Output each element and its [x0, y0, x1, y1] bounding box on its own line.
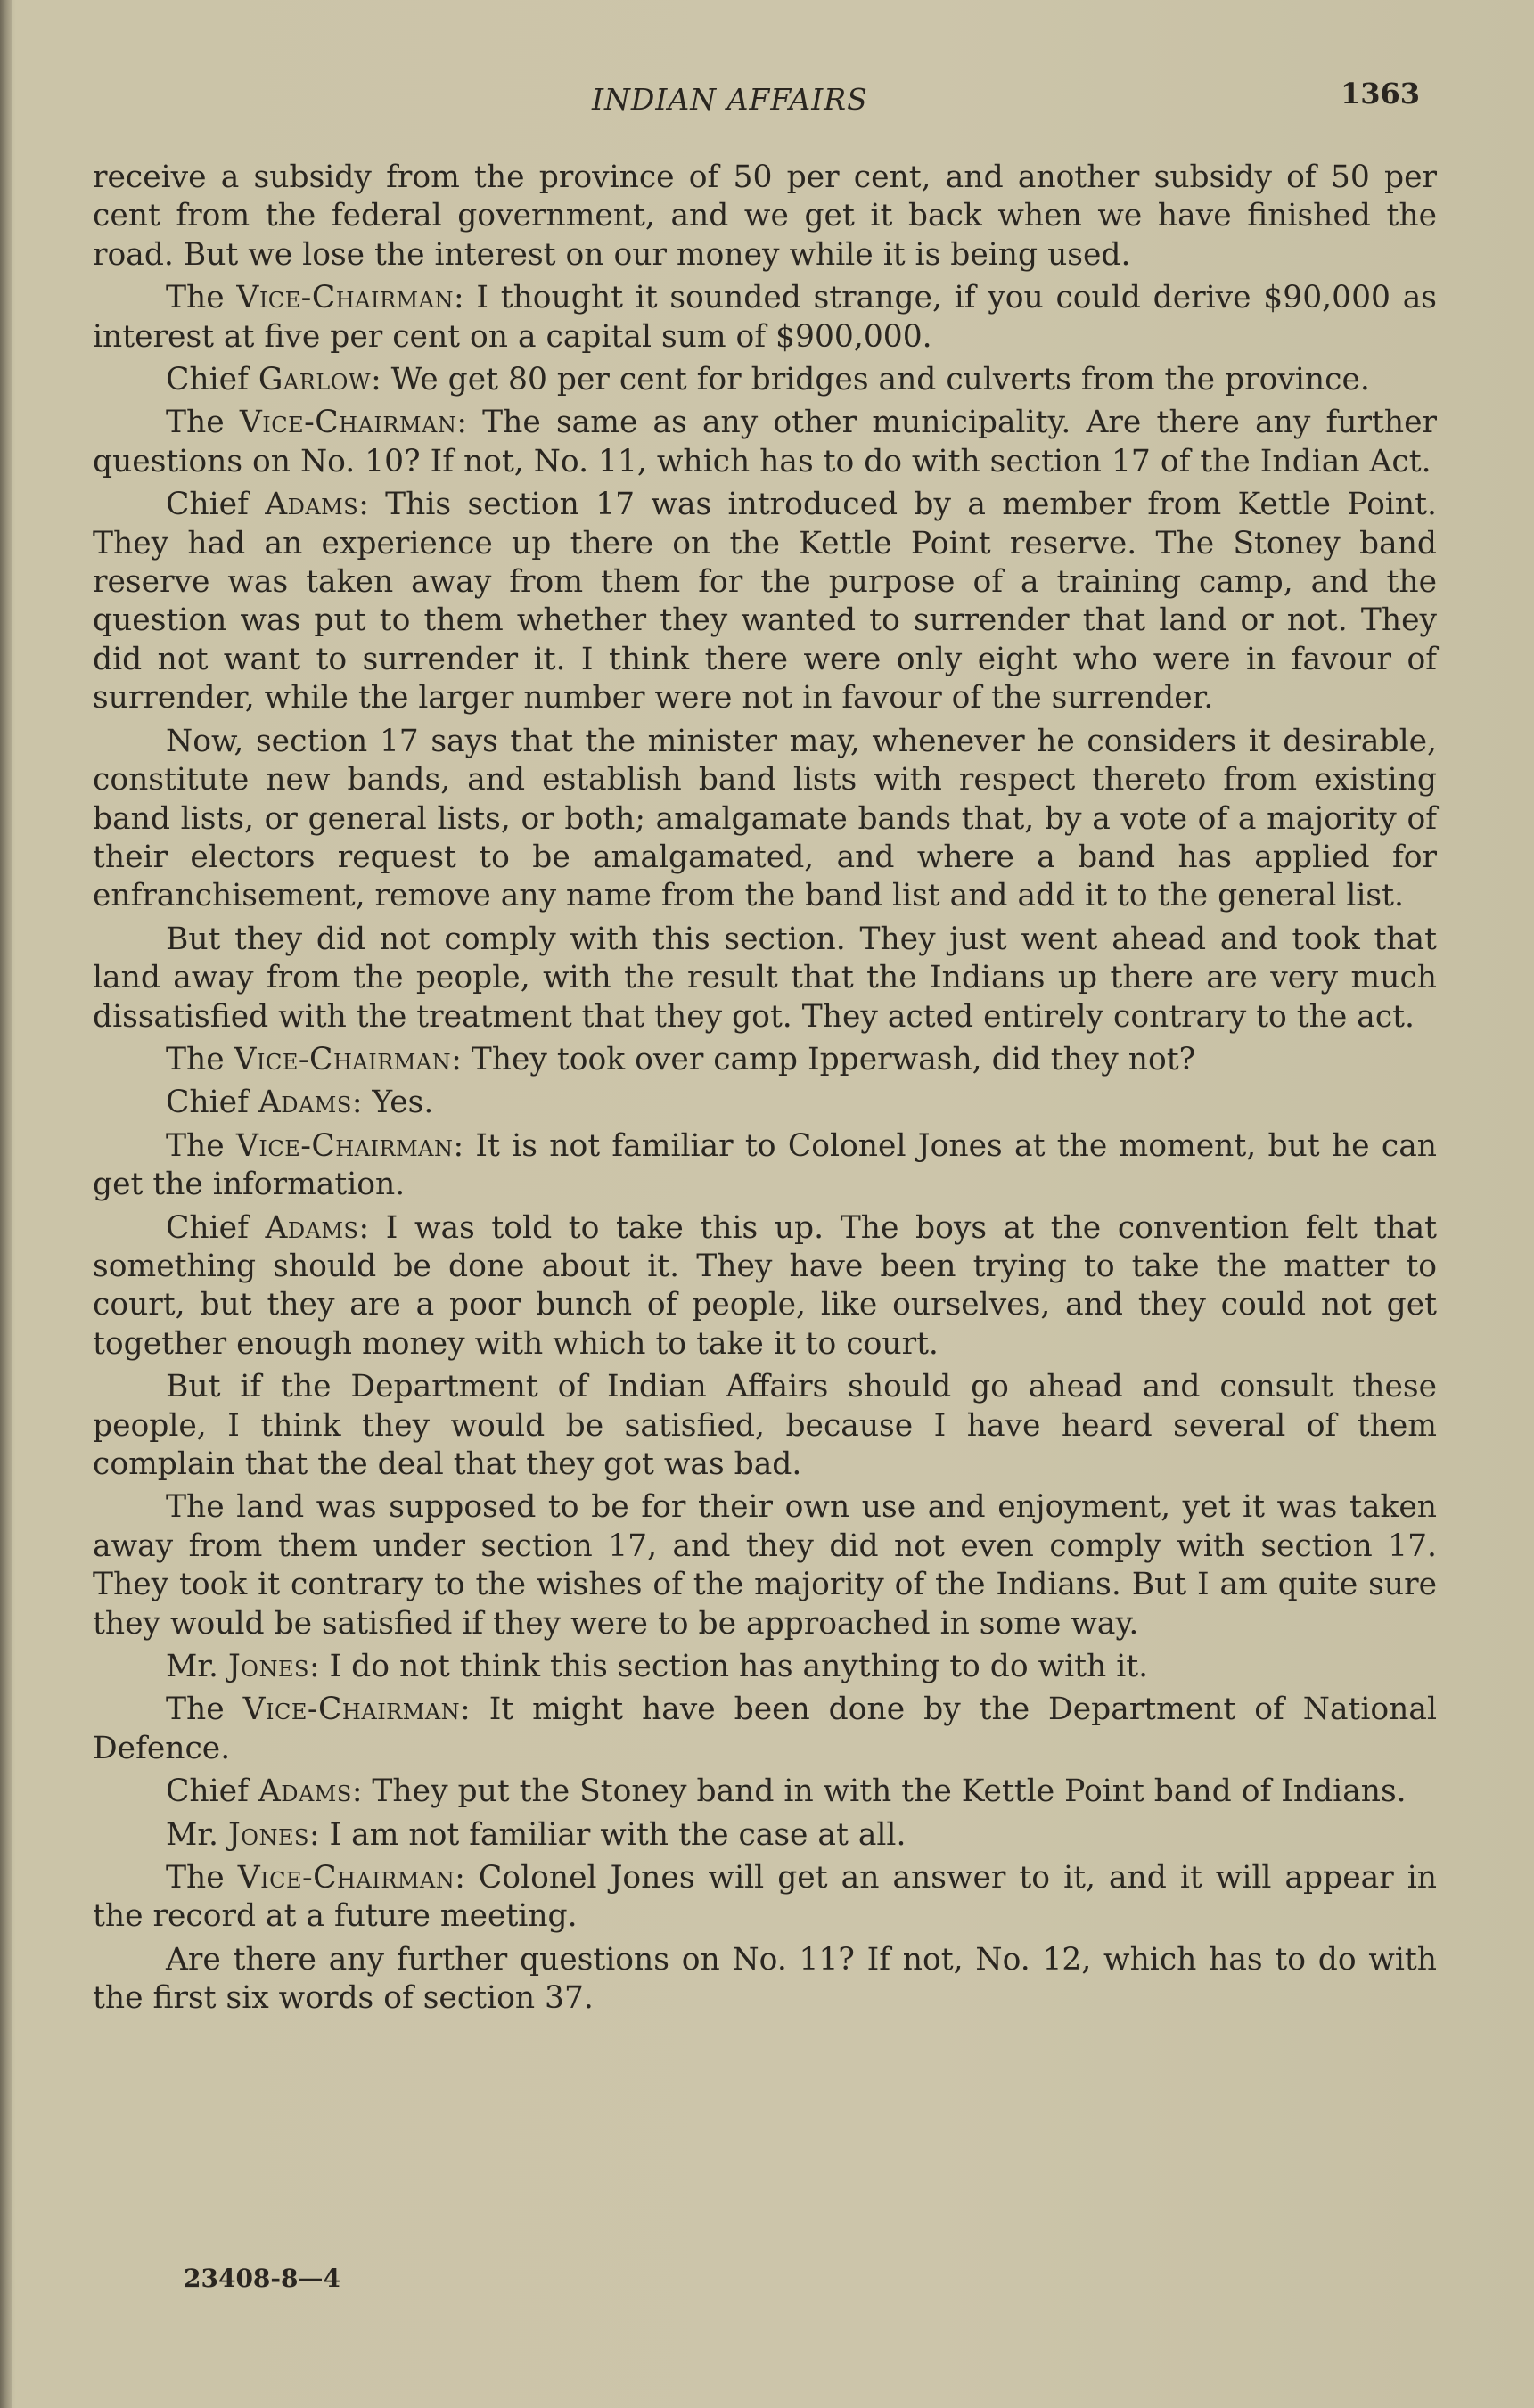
speaker-title: The	[166, 280, 237, 316]
speaker-paragraph	[93, 1209, 1437, 1364]
speaker-title: The	[166, 1127, 236, 1164]
speaker-name: Jones	[227, 1649, 309, 1685]
speaker-paragraph	[93, 279, 1437, 356]
printer-signature-code: 23408-8—4	[184, 2264, 340, 2293]
paragraph-text: : I am not familiar with the case at all.	[308, 1816, 906, 1853]
paragraph-text: Now, section 17 says that the minister may, whenever he considers it desirable, constitute new bands, and establish band lists with respect thereto from existing band lists, or general lists, or both; amalgamate bands that, by a vote of a majority of their electors request to be amalgamated, and where a band has applied for enfranchisement, remove any name from the band list and add it to the general list.	[93, 723, 1437, 914]
speaker-title: Chief	[166, 487, 266, 523]
text-paragraph	[93, 1488, 1437, 1643]
text-paragraph	[93, 1941, 1437, 2019]
speaker-title: Mr.	[166, 1816, 228, 1853]
body-text	[93, 159, 1437, 2023]
running-title: INDIAN AFFAIRS	[592, 82, 868, 117]
text-paragraph	[93, 921, 1437, 1036]
text-paragraph	[93, 723, 1437, 916]
page-header	[0, 77, 1534, 127]
speaker-name: Vice-Chairman	[239, 405, 457, 441]
speaker-paragraph	[93, 1816, 1437, 1855]
speaker-paragraph	[93, 1648, 1437, 1686]
paragraph-text: Are there any further questions on No. 11? If not, No. 12, which has to do with the first six words of section 37.	[93, 1941, 1437, 2017]
speaker-title: The	[166, 1860, 238, 1896]
speaker-name: Adams	[258, 1085, 352, 1121]
speaker-name: Vice-Chairman	[234, 1041, 452, 1077]
paragraph-text: : The same as any other municipality. Are there any further questions on No. 10? If not, No. 11, which has to do with section 17 of the Indian Act.	[93, 405, 1437, 479]
speaker-name: Jones	[227, 1816, 309, 1853]
speaker-paragraph	[93, 1127, 1437, 1205]
speaker-title: Chief	[166, 1209, 266, 1246]
speaker-title: Chief	[166, 1085, 258, 1121]
text-paragraph	[93, 1368, 1437, 1484]
paragraph-text: : Colonel Jones will get an answer to it, and it will appear in the record at a future meeting.	[93, 1860, 1437, 1935]
speaker-title: The	[166, 1041, 234, 1077]
paragraph-text: : This section 17 was introduced by a member from Kettle Point. They had an experience up there on the Kettle Point reserve. The Stoney band reserve was taken away from them for the purpose of a training camp, and the question was put to them whether they wanted to surrender that land or not. They did not want to surrender it. I think there were only eight who were in favour of surrender, while the larger number were not in favour of the surrender.	[93, 487, 1437, 717]
speaker-paragraph	[93, 404, 1437, 481]
speaker-name: Adams	[265, 487, 359, 523]
paragraph-text: : It might have been done by the Department of National Defence.	[93, 1691, 1438, 1766]
speaker-name: Vice-Chairman	[235, 1127, 454, 1164]
speaker-name: Vice-Chairman	[236, 280, 454, 316]
speaker-paragraph	[93, 1773, 1437, 1811]
paragraph-text: : It is not familiar to Colonel Jones at the moment, but he can get the information.	[93, 1127, 1437, 1203]
speaker-name: Adams	[265, 1209, 359, 1246]
speaker-paragraph	[93, 1084, 1437, 1122]
speaker-paragraph	[93, 1041, 1437, 1079]
paragraph-text: : They took over camp Ipperwash, did they not?	[451, 1041, 1196, 1077]
speaker-title: The	[166, 405, 240, 441]
paragraph-text: But if the Department of Indian Affairs should go ahead and consult these people, I think they would be satisfied, because I have heard several of them complain that the deal that they got was bad.	[93, 1369, 1437, 1482]
speaker-paragraph	[93, 1859, 1437, 1937]
speaker-title: Mr.	[166, 1649, 228, 1685]
paragraph-text: : We get 80 per cent for bridges and culverts from the province.	[371, 362, 1370, 398]
speaker-name: Garlow	[258, 362, 372, 398]
paragraph-text: receive a subsidy from the province of 50 per cent, and another subsidy of 50 per cent from the federal government, and we get it back when we have finished the road. But we lose the interest on our money while it is being used.	[93, 160, 1437, 273]
paragraph-text: But they did not comply with this section. They just went ahead and took that land away from the people, with the result that the Indians up there are very much dissatisfied with the treatment that they got. They acted entirely contrary to the act.	[93, 921, 1437, 1035]
page-number: 1363	[1341, 77, 1421, 111]
speaker-name: Adams	[258, 1773, 352, 1810]
speaker-paragraph	[93, 486, 1437, 717]
speaker-title: Chief	[166, 362, 258, 398]
speaker-title: Chief	[166, 1773, 258, 1810]
book-spine-edge	[0, 0, 12, 2408]
paragraph-text: : They put the Stoney band in with the Kettle Point band of Indians.	[351, 1773, 1407, 1810]
paragraph-text: : I was told to take this up. The boys at the convention felt that something should be done about it. They have been trying to take the matter to court, but they are a poor bunch of people, like ourselves, and they could not get together enough money with which to take it to court.	[93, 1209, 1437, 1362]
paragraph-text: : Yes.	[351, 1085, 434, 1121]
text-paragraph	[93, 159, 1437, 274]
speaker-paragraph	[93, 361, 1437, 399]
speaker-name: Vice-Chairman	[242, 1691, 461, 1728]
speaker-title: The	[166, 1691, 243, 1728]
paragraph-text: : I do not think this section has anything to do with it.	[308, 1649, 1149, 1685]
paragraph-text: : I thought it sounded strange, if you could derive $90,000 as interest at five per cent on a capital sum of $900,000.	[93, 280, 1437, 355]
paragraph-text: The land was supposed to be for their own use and enjoyment, yet it was taken away from them under section 17, and they did not even comply with section 17. They took it contrary to the wishes of the majority of the Indians. But I am quite sure they would be satisfied if they were to be approached in some way.	[93, 1489, 1437, 1642]
speaker-name: Vice-Chairman	[237, 1860, 455, 1896]
speaker-paragraph	[93, 1691, 1437, 1768]
